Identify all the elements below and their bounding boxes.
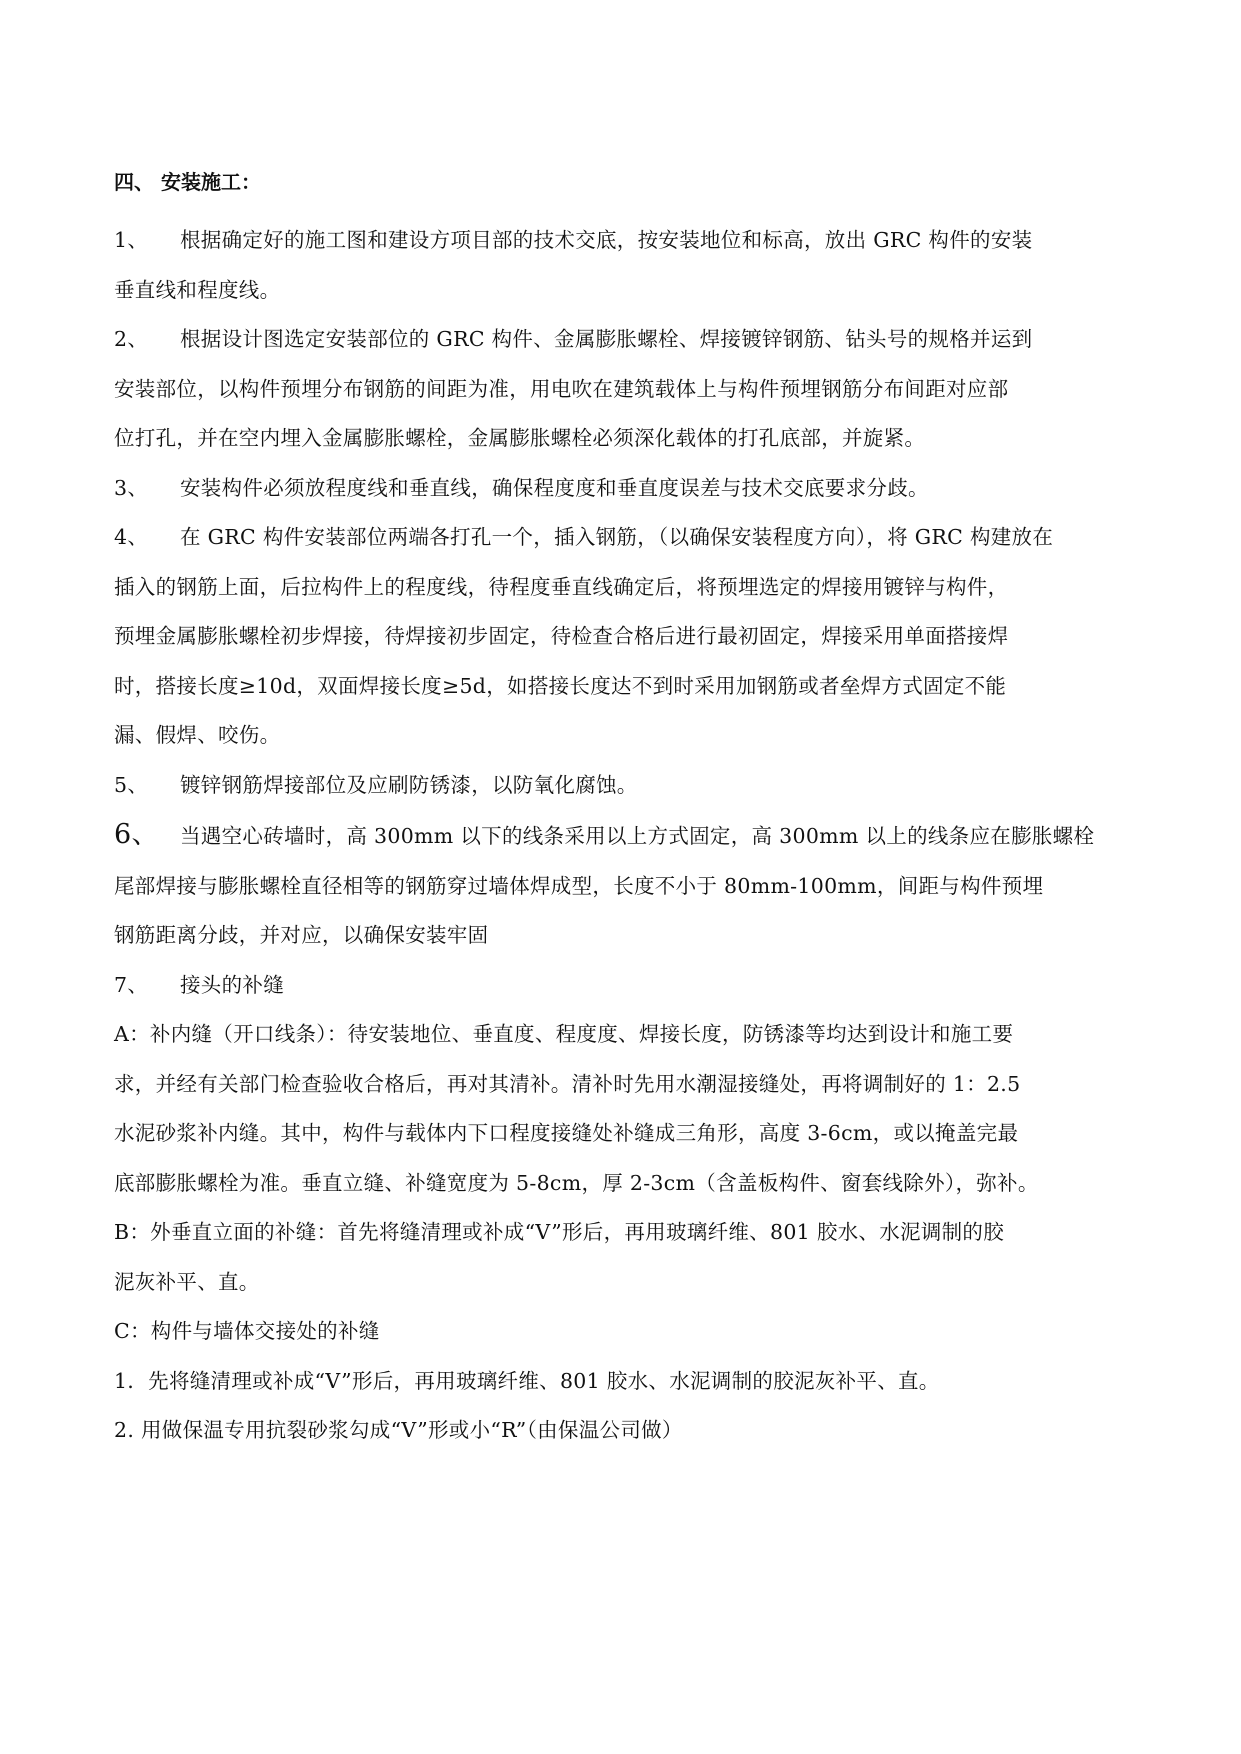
item-text: 预埋金属膨胀螺栓初步焊接，待焊接初步固定，待检查合格后进行最初固定，焊接采用单面搭接焊 bbox=[114, 624, 1009, 648]
paragraph-line: B：外垂直立面的补缝：首先将缝清理或补成“V”形后，再用玻璃纤维、801 胶水、水泥调制的胶 bbox=[114, 1220, 1005, 1244]
item-number: 6、 bbox=[114, 819, 159, 850]
item-text: 漏、假焊、咬伤。 bbox=[114, 723, 281, 747]
item-text: 安装部位，以构件预埋分布钢筋的间距为准，用电吹在建筑载体上与构件预埋钢筋分布间距对应部 bbox=[114, 376, 1009, 401]
section-heading: 四、 安装施工： bbox=[114, 170, 261, 194]
item-text: 时，搭接长度≥10d，双面焊接长度≥5d，如搭接长度达不到时采用加钢筋或者垒焊方式固定不能 bbox=[114, 673, 1007, 698]
list-item-3 bbox=[114, 464, 1137, 514]
item-text: 根据确定好的施工图和建设方项目部的技术交底，按安装地位和标高，放出 GRC 构件的安装 bbox=[180, 228, 1033, 252]
list-item-6 bbox=[114, 810, 1137, 961]
item-text: 钢筋距离分歧，并对应，以确保安装牢固 bbox=[114, 923, 489, 947]
paragraph-line: 1．先将缝清理或补成“V”形后，再用玻璃纤维、801 胶水、水泥调制的胶泥灰补平、直。 bbox=[114, 1368, 940, 1393]
paragraph-c bbox=[114, 1307, 1137, 1357]
item-number: 2、 bbox=[114, 327, 149, 351]
item-number: 7、 bbox=[114, 972, 149, 997]
paragraph-c2 bbox=[114, 1406, 1137, 1456]
item-text: 接头的补缝 bbox=[180, 972, 284, 997]
item-text: 插入的钢筋上面，后拉构件上的程度线，待程度垂直线确定后，将预埋选定的焊接用镀锌与构件， bbox=[114, 574, 1009, 599]
paragraph-line: 水泥砂浆补内缝。其中，构件与载体内下口程度接缝处补缝成三角形，高度 3-6cm，或以掩盖完最 bbox=[114, 1121, 1019, 1145]
paragraph-a bbox=[114, 1010, 1137, 1208]
paragraph-line: 求，并经有关部门检查验收合格后，再对其清补。清补时先用水潮湿接缝处，再将调制好的 1：2.5 bbox=[114, 1071, 1021, 1096]
list-item-7 bbox=[114, 961, 1137, 1011]
item-text: 在 GRC 构件安装部位两端各打孔一个，插入钢筋，（以确保安装程度方向），将 GRC 构建放在 bbox=[180, 525, 1054, 549]
paragraph-b bbox=[114, 1208, 1137, 1307]
paragraph-line: 底部膨胀螺栓为准。垂直立缝、补缝宽度为 5-8cm，厚 2-3cm（含盖板构件、窗套线除外），弥补。 bbox=[114, 1170, 1039, 1195]
item-text: 安装构件必须放程度线和垂直线，确保程度度和垂直度误差与技术交底要求分歧。 bbox=[180, 475, 929, 500]
item-text: 垂直线和程度线。 bbox=[114, 277, 281, 302]
list-item-4 bbox=[114, 513, 1137, 761]
list-item-1 bbox=[114, 216, 1137, 315]
item-number: 3、 bbox=[114, 475, 149, 500]
paragraph-line: A：补内缝（开口线条）：待安装地位、垂直度、程度度、焊接长度，防锈漆等均达到设计和施工要 bbox=[114, 1022, 1014, 1046]
paragraph-c1 bbox=[114, 1357, 1137, 1407]
item-text: 镀锌钢筋焊接部位及应刷防锈漆，以防氧化腐蚀。 bbox=[180, 772, 638, 797]
item-number: 5、 bbox=[114, 772, 149, 797]
paragraph-line: 泥灰补平、直。 bbox=[114, 1269, 260, 1294]
item-text: 尾部焊接与膨胀螺栓直径相等的钢筋穿过墙体焊成型，长度不小于 80mm-100mm，间距与构件预埋 bbox=[114, 873, 1044, 898]
paragraph-line: 2. 用做保温专用抗裂砂浆勾成“V”形或小“R”（由保温公司做） bbox=[114, 1418, 683, 1442]
list-item-2 bbox=[114, 315, 1137, 464]
paragraph-line: C：构件与墙体交接处的补缝 bbox=[114, 1319, 380, 1343]
item-text: 位打孔，并在空内埋入金属膨胀螺栓，金属膨胀螺栓必须深化载体的打孔底部，并旋紧。 bbox=[114, 426, 926, 450]
list-item-5 bbox=[114, 761, 1137, 811]
item-number: 1、 bbox=[114, 228, 149, 252]
item-text: 当遇空心砖墙时，高 300mm 以下的线条采用以上方式固定，高 300mm 以上的线条应在膨胀螺栓 bbox=[180, 824, 1095, 848]
item-text: 根据设计图选定安装部位的 GRC 构件、金属膨胀螺栓、焊接镀锌钢筋、钻头号的规格并运到 bbox=[180, 327, 1033, 351]
item-number: 4、 bbox=[114, 525, 149, 549]
